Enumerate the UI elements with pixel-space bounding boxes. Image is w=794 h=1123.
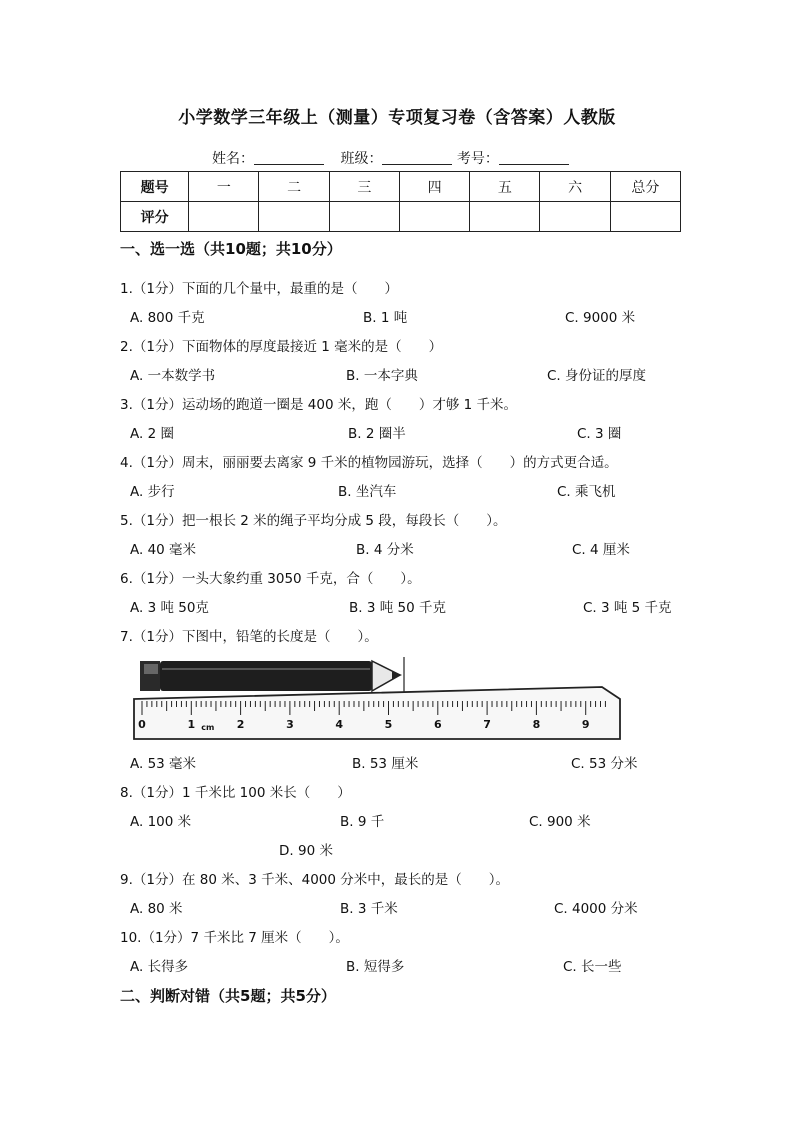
q5-option-a[interactable]: A. 40 毫米 <box>130 542 197 558</box>
id-blank[interactable] <box>499 151 569 165</box>
score-cell: 一 <box>189 172 259 202</box>
question-2: 2.（1分）下面物体的厚度最接近 1 毫米的是（ ） <box>120 339 443 355</box>
score-input-cell[interactable] <box>259 202 329 232</box>
question-10: 10.（1分）7 千米比 7 厘米（ ）。 <box>120 930 349 946</box>
question-6: 6.（1分）一头大象约重 3050 千克，合（ ）。 <box>120 571 421 587</box>
score-input-cell[interactable] <box>399 202 469 232</box>
pencil-icon <box>140 657 404 695</box>
question-1: 1.（1分）下面的几个量中，最重的是（ ） <box>120 281 398 297</box>
name-blank[interactable] <box>254 151 324 165</box>
q9-option-c[interactable]: C. 4000 分米 <box>554 901 638 917</box>
q8-option-a[interactable]: A. 100 米 <box>130 814 192 830</box>
ruler-icon <box>134 687 620 739</box>
section-heading-1: 一、选一选（共10题；共10分） <box>120 240 342 258</box>
class-label: 班级： <box>340 151 383 167</box>
ruler-tick-label: 5 <box>384 718 393 731</box>
ruler-tick-label: 2 <box>236 718 245 731</box>
ruler-tick-label: 0 <box>138 718 146 731</box>
q4-option-b[interactable]: B. 坐汽车 <box>338 484 397 500</box>
score-input-cell[interactable] <box>470 202 540 232</box>
id-label: 考号： <box>456 151 499 167</box>
score-input-cell[interactable] <box>329 202 399 232</box>
score-table <box>120 171 681 232</box>
score-input-cell[interactable] <box>610 202 680 232</box>
q4-option-a[interactable]: A. 步行 <box>130 484 175 500</box>
q2-option-b[interactable]: B. 一本字典 <box>346 368 418 384</box>
q8-option-d[interactable]: D. 90 米 <box>279 843 333 859</box>
q4-option-c[interactable]: C. 乘飞机 <box>557 484 616 500</box>
student-info-line <box>212 148 569 168</box>
q1-option-c[interactable]: C. 9000 米 <box>565 310 636 326</box>
q2-option-a[interactable]: A. 一本数学书 <box>130 368 216 384</box>
score-cell: 六 <box>540 172 610 202</box>
q3-option-b[interactable]: B. 2 圈半 <box>348 426 406 442</box>
score-cell: 四 <box>399 172 469 202</box>
q7-option-a[interactable]: A. 53 毫米 <box>130 756 197 772</box>
ruler-tick-label: 3 <box>286 718 294 731</box>
q6-option-c[interactable]: C. 3 吨 5 千克 <box>583 600 672 616</box>
q5-option-c[interactable]: C. 4 厘米 <box>572 542 630 558</box>
class-blank[interactable] <box>382 151 452 165</box>
q7-option-b[interactable]: B. 53 厘米 <box>352 756 419 772</box>
score-cell: 题号 <box>121 172 189 202</box>
ruler-tick-label: 1 <box>187 718 196 731</box>
score-cell: 总分 <box>610 172 680 202</box>
q9-option-b[interactable]: B. 3 千米 <box>340 901 398 917</box>
q7-option-c[interactable]: C. 53 分米 <box>571 756 638 772</box>
score-input-cell[interactable] <box>189 202 259 232</box>
section-heading-2: 二、判断对错（共5题；共5分） <box>120 987 336 1005</box>
q1-option-b[interactable]: B. 1 吨 <box>363 310 408 326</box>
q1-option-a[interactable]: A. 800 千克 <box>130 310 205 326</box>
question-9: 9.（1分）在 80 米、3 千米、4000 分米中，最长的是（ ）。 <box>120 872 510 888</box>
q9-option-a[interactable]: A. 80 米 <box>130 901 183 917</box>
q2-option-c[interactable]: C. 身份证的厚度 <box>547 368 647 384</box>
pencil-ruler-figure <box>132 655 622 747</box>
score-cell: 五 <box>470 172 540 202</box>
q10-option-a[interactable]: A. 长得多 <box>130 959 189 975</box>
question-5: 5.（1分）把一根长 2 米的绳子平均分成 5 段，每段长（ ）。 <box>120 513 507 529</box>
q6-option-a[interactable]: A. 3 吨 50克 <box>130 600 209 616</box>
question-3: 3.（1分）运动场的跑道一圈是 400 米，跑（ ）才够 1 千米。 <box>120 397 517 413</box>
q6-option-b[interactable]: B. 3 吨 50 千克 <box>349 600 446 616</box>
ruler-tick-label: 6 <box>433 718 442 731</box>
score-cell: 三 <box>329 172 399 202</box>
score-cell: 二 <box>259 172 329 202</box>
question-4: 4.（1分）周末，丽丽要去离家 9 千米的植物园游玩，选择（ ）的方式更合适。 <box>120 455 618 471</box>
q3-option-c[interactable]: C. 3 圈 <box>577 426 622 442</box>
ruler-unit-label: cm <box>201 723 215 732</box>
score-input-cell[interactable] <box>540 202 610 232</box>
q10-option-c[interactable]: C. 长一些 <box>563 959 622 975</box>
score-table-score-row <box>121 202 681 232</box>
score-row-label: 评分 <box>121 202 189 232</box>
q8-option-c[interactable]: C. 900 米 <box>529 814 591 830</box>
q10-option-b[interactable]: B. 短得多 <box>346 959 405 975</box>
ruler-tick-label: 4 <box>335 718 344 731</box>
name-label: 姓名： <box>212 151 254 167</box>
q5-option-b[interactable]: B. 4 分米 <box>356 542 414 558</box>
ruler-tick-label: 9 <box>581 718 590 731</box>
q8-option-b[interactable]: B. 9 千 <box>340 814 385 830</box>
question-8: 8.（1分）1 千米比 100 米长（ ） <box>120 785 351 801</box>
page-title: 小学数学三年级上（测量）专项复习卷（含答案）人教版 <box>178 108 616 128</box>
q3-option-a[interactable]: A. 2 圈 <box>130 426 174 442</box>
score-table-header-row <box>121 172 681 202</box>
question-7: 7.（1分）下图中，铅笔的长度是（ ）。 <box>120 629 378 645</box>
ruler-tick-label: 7 <box>483 718 491 731</box>
ruler-tick-label: 8 <box>532 718 541 731</box>
